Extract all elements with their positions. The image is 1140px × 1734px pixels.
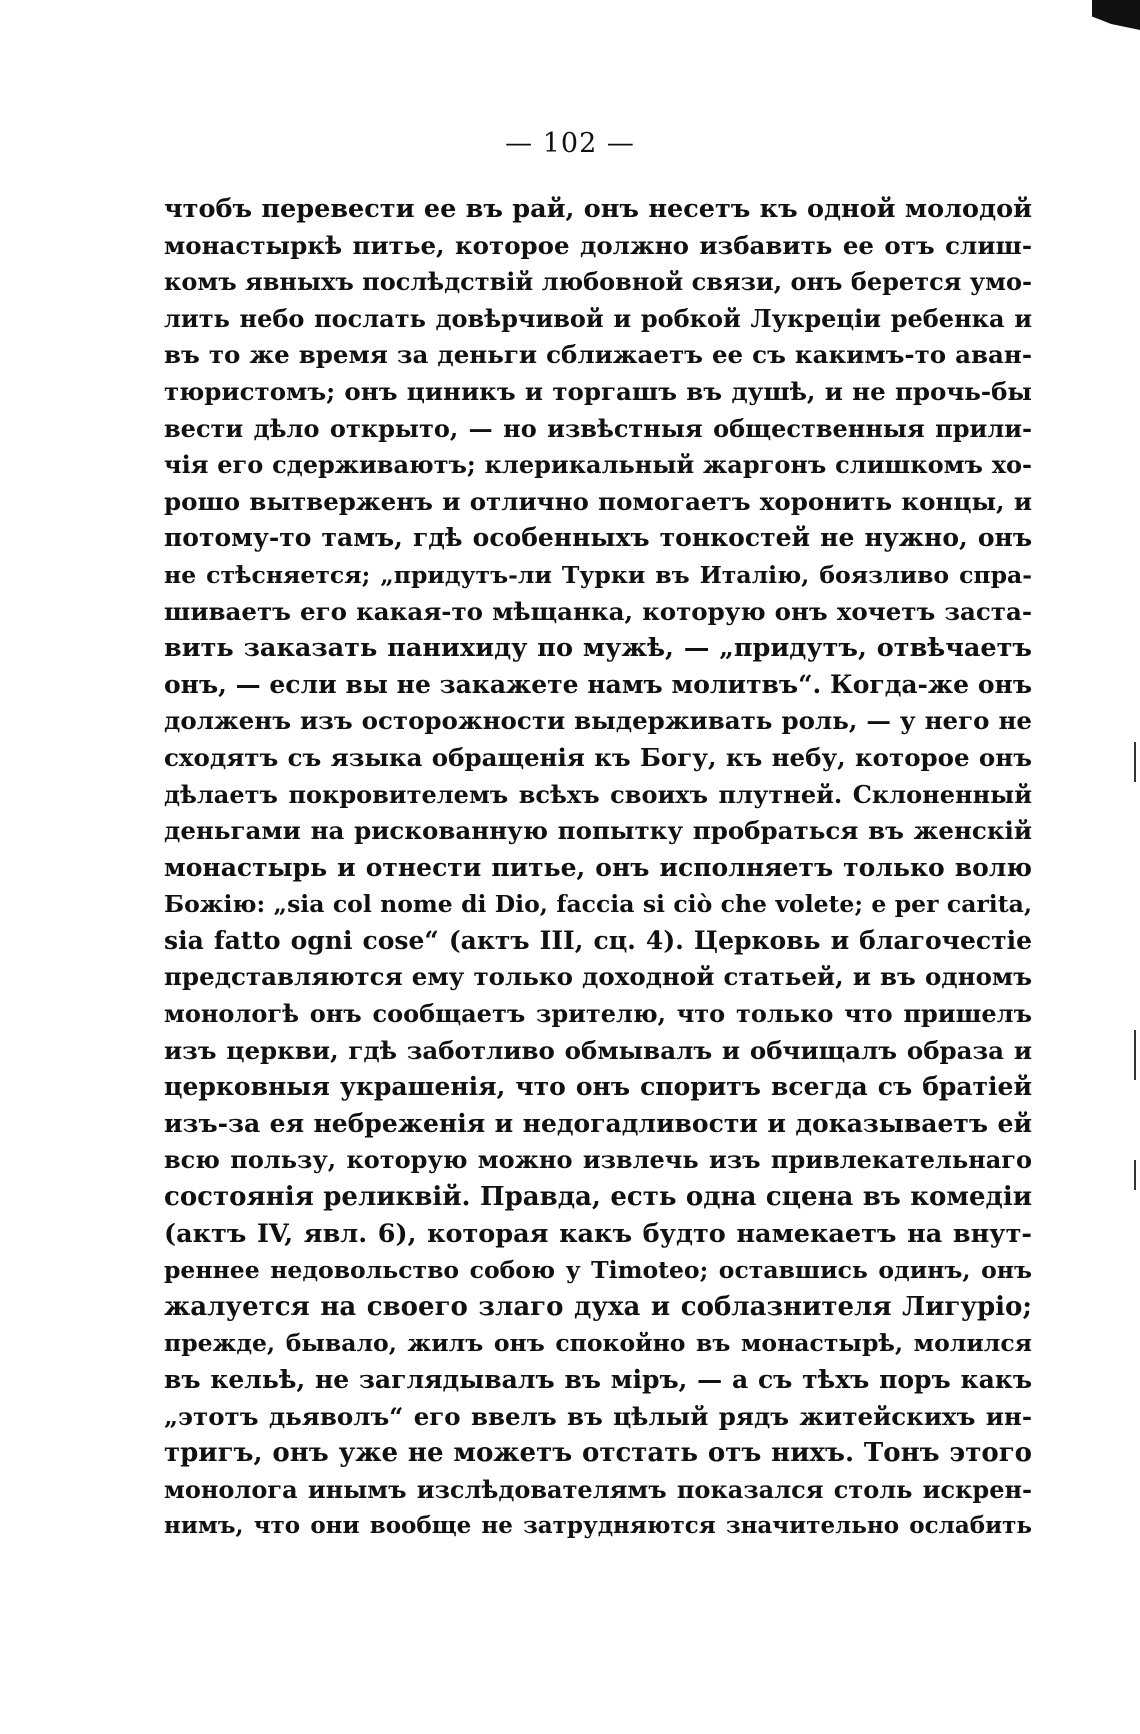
text-line: всю пользу, которую можно извлечь изъ привлекательнаго (164, 1145, 1032, 1175)
scan-corner-mark (1092, 0, 1140, 30)
text-line: Божію: „sia col nome di Dio, faccia si ciò che volete; e per carita, (164, 890, 1032, 919)
text-line: изъ церкви, гдѣ заботливо обмывалъ и обчищалъ образа и (164, 1035, 1032, 1065)
text-line: состоянія реликвій. Правда, есть одна сцена въ комедіи (164, 1182, 1032, 1213)
page-number: — 102 — (505, 128, 635, 159)
text-line: лить небо послать довѣрчивой и робкой Лукреціи ребенка и (164, 303, 1032, 333)
text-line: тригъ, онъ уже не можетъ отстать отъ нихъ. Тонъ этого (164, 1438, 1032, 1469)
scan-edge-mark (1134, 1160, 1136, 1190)
text-line: комъ явныхъ послѣдствій любовной связи, онъ берется умо- (164, 267, 1032, 297)
text-line: дѣлаетъ покровителемъ всѣхъ своихъ плутней. Склоненный (164, 779, 1032, 809)
text-line: въ кельѣ, не заглядывалъ въ міръ, — а съ тѣхъ поръ какъ (164, 1365, 1032, 1394)
text-line: церковныя украшенія, что онъ споритъ всегда съ братіей (164, 1072, 1032, 1102)
text-line: деньгами на рискованную попытку пробраться въ женскій (164, 816, 1032, 846)
text-line: жалуется на своего злаго духа и соблазнителя Лигуріо; (164, 1291, 1032, 1322)
text-line: онъ, — если вы не закажете намъ молитвъ“. Когда-же онъ (164, 669, 1032, 699)
text-line: вести дѣло открыто, — но извѣстныя общественныя прили- (164, 413, 1032, 443)
scan-edge-mark (1134, 1030, 1136, 1080)
text-line: монастырь и отнести питье, онъ исполняетъ только волю (164, 852, 1032, 882)
text-line: sia fatto ogni cose“ (актъ III, сц. 4). Церковь и благочестіе (164, 925, 1032, 955)
text-line: монастыркѣ питье, которое должно избавить ее отъ слиш- (164, 230, 1032, 260)
text-line: не стѣсняется; „придутъ-ли Турки въ Италію, боязливо спра- (164, 560, 1032, 589)
text-line: въ то же время за деньги сближаетъ ее съ какимъ-то аван- (164, 340, 1032, 370)
text-line: шиваетъ его какая-то мѣщанка, которую онъ хочетъ заста- (164, 596, 1032, 626)
text-line: потому-то тамъ, гдѣ особенныхъ тонкостей не нужно, онъ (164, 523, 1032, 553)
text-line: рошо вытверженъ и отлично помогаетъ хоронить концы, и (164, 486, 1032, 516)
text-line: чтобъ перевести ее въ рай, онъ несетъ къ одной молодой (164, 194, 1032, 224)
text-line: сходятъ съ языка обращенія къ Богу, къ небу, которое онъ (164, 742, 1032, 772)
body-text (164, 191, 1032, 1545)
text-line: тюристомъ; онъ циникъ и торгашъ въ душѣ, и не прочь-бы (164, 376, 1032, 406)
text-line: монологѣ онъ сообщаетъ зрителю, что только что пришелъ (164, 999, 1032, 1029)
text-line: „этотъ дьяволъ“ его ввелъ въ цѣлый рядъ житейскихъ ин- (164, 1401, 1032, 1431)
text-line: прежде, бывало, жилъ онъ спокойно въ монастырѣ, молился (164, 1329, 1032, 1358)
text-line: реннее недовольство собою у Timoteo; оставшись одинъ, онъ (164, 1256, 1032, 1285)
text-line: чія его сдерживаютъ; клерикальный жаргонъ слишкомъ хо- (164, 450, 1032, 480)
text-line: долженъ изъ осторожности выдерживать роль, — у него не (164, 706, 1032, 736)
text-line: вить заказать панихиду по мужѣ, — „придутъ, отвѣчаетъ (164, 633, 1032, 664)
text-line: (актъ IV, явл. 6), которая какъ будто намекаетъ на внут- (164, 1218, 1032, 1249)
text-line: монолога инымъ изслѣдователямъ показался столь искрен- (164, 1474, 1032, 1504)
text-line: нимъ, что они вообще не затрудняются значительно ослабить (164, 1512, 1032, 1540)
text-line: представляются ему только доходной статьей, и въ одномъ (164, 962, 1032, 992)
scan-edge-mark (1134, 742, 1136, 782)
text-line: изъ-за ея небреженія и недогадливости и доказываетъ ей (164, 1108, 1032, 1138)
